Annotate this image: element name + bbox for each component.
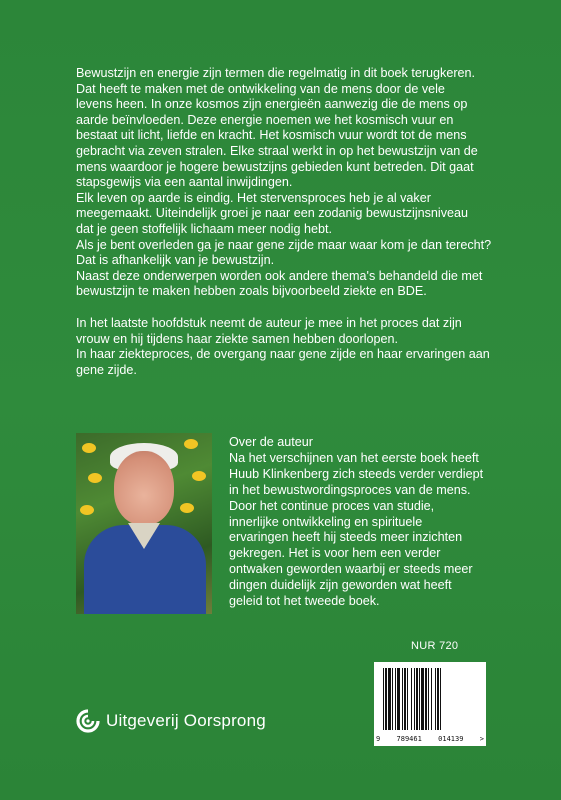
about-line: innerlijke ontwikkeling en spirituele	[229, 514, 423, 529]
about-line: ontwaken geworden waarbij er steeds meer	[229, 562, 473, 577]
barcode-bar	[431, 668, 432, 730]
barcode-bar	[388, 668, 391, 730]
barcode-digits	[376, 735, 484, 743]
intro-line: Dat heeft te maken met de ontwikkeling van de mens door de vele	[76, 81, 445, 96]
intro-line: mens waardoor je hogere bewustzijns gebieden kunt betreden. Dit gaat	[76, 159, 474, 174]
isbn-barcode	[374, 662, 486, 746]
spiral-icon	[76, 709, 100, 733]
closing-line: In het laatste hoofdstuk neemt de auteur je mee in het proces dat zijn	[76, 315, 462, 330]
publisher-logo	[76, 708, 266, 734]
about-line: Huub Klinkenberg zich steeds verder verdiept	[229, 466, 484, 481]
about-line: in het bewustwordingsproces van de mens.	[229, 482, 471, 497]
barcode-bar	[385, 668, 387, 730]
intro-line: bewustzijn te maken hebben zoals bijvoorbeeld ziekte en BDE.	[76, 284, 427, 299]
barcode-bar	[407, 668, 408, 730]
intro-line: Elk leven op aarde is eindig. Het stervensproces heb je al vaker	[76, 190, 431, 205]
about-line: gekregen. Het is voor hem een verder	[229, 546, 441, 561]
barcode-bar	[395, 668, 396, 730]
about-line: dingen duidelijk zijn geworden wat heeft	[229, 578, 452, 593]
paragraph-gap	[76, 300, 516, 316]
barcode-bar	[419, 668, 420, 730]
publisher-name: Uitgeverij Oorsprong	[106, 711, 266, 730]
author-face	[114, 451, 174, 525]
author-photo	[76, 433, 212, 614]
barcode-bar	[397, 668, 400, 730]
flower-shape	[184, 439, 198, 449]
barcode-bar	[411, 668, 412, 730]
barcode-bar	[425, 668, 427, 730]
barcode-bar	[421, 668, 424, 730]
intro-line: meegemaakt. Uiteindelijk groei je naar een zodanig bewustzijnsniveau	[76, 206, 469, 221]
flower-shape	[192, 471, 206, 481]
barcode-bar	[392, 668, 393, 730]
barcode-bar	[440, 668, 441, 730]
barcode-digit-group: 789461	[396, 735, 422, 743]
barcode-bar	[435, 668, 436, 730]
about-line: Na het verschijnen van het eerste boek heeft	[229, 450, 479, 465]
intro-line: Als je bent overleden ga je naar gene zijde maar waar kom je dan terecht?	[76, 237, 492, 252]
about-line: geleid tot het tweede boek.	[229, 594, 380, 609]
intro-line: bestaat uit licht, liefde en kracht. Het kosmisch vuur wordt tot de mens	[76, 128, 467, 143]
about-line: ervaringen heeft hij steeds meer inzichten	[229, 530, 463, 545]
intro-line: Naast deze onderwerpen worden ook andere thema's behandeld die met	[76, 268, 483, 283]
nur-code: NUR 720	[411, 640, 459, 652]
intro-line: dat je geen stoffelijk lichaam meer nodig hebt.	[76, 221, 332, 236]
closing-line: In haar ziekteproces, de overgang naar gene zijde en haar ervaringen aan	[76, 347, 490, 362]
barcode-bar	[416, 668, 418, 730]
intro-line: stapsgewijs via een aantal inwijdingen.	[76, 175, 293, 190]
barcode-digit-group: 9	[376, 735, 381, 743]
barcode-bar	[414, 668, 415, 730]
flower-shape	[180, 503, 194, 513]
barcode-bar	[383, 668, 384, 730]
flower-shape	[80, 505, 94, 515]
barcode-bars	[383, 668, 477, 730]
barcode-bar	[437, 668, 439, 730]
barcode-bar	[402, 668, 403, 730]
about-line: Door het continue proces van studie,	[229, 498, 435, 513]
barcode-bar	[428, 668, 429, 730]
intro-line: levens heen. In onze kosmos zijn energieën aanwezig die de mens op	[76, 97, 468, 112]
intro-line: aarde beïnvloeden. Deze energie noemen we het kosmisch vuur en	[76, 112, 454, 127]
intro-line: Bewustzijn en energie zijn termen die regelmatig in dit boek terugkeren.	[76, 66, 476, 80]
barcode-digit-group: 014139	[438, 735, 464, 743]
closing-line: gene zijde.	[76, 362, 137, 377]
barcode-bar	[404, 668, 406, 730]
flower-shape	[88, 473, 102, 483]
intro-line: Dat is afhankelijk van je bewustzijn.	[76, 253, 275, 268]
intro-line: gebracht via zeven stralen. Elke straal werkt in op het bewustzijn van de	[76, 143, 478, 158]
flower-shape	[82, 443, 96, 453]
barcode-digit-group: >	[479, 735, 484, 743]
about-author	[229, 435, 529, 610]
intro-text	[76, 66, 516, 378]
closing-line: vrouw en hij tijdens haar ziekte samen hebben doorlopen.	[76, 331, 399, 346]
about-heading: Over de auteur	[229, 435, 314, 449]
